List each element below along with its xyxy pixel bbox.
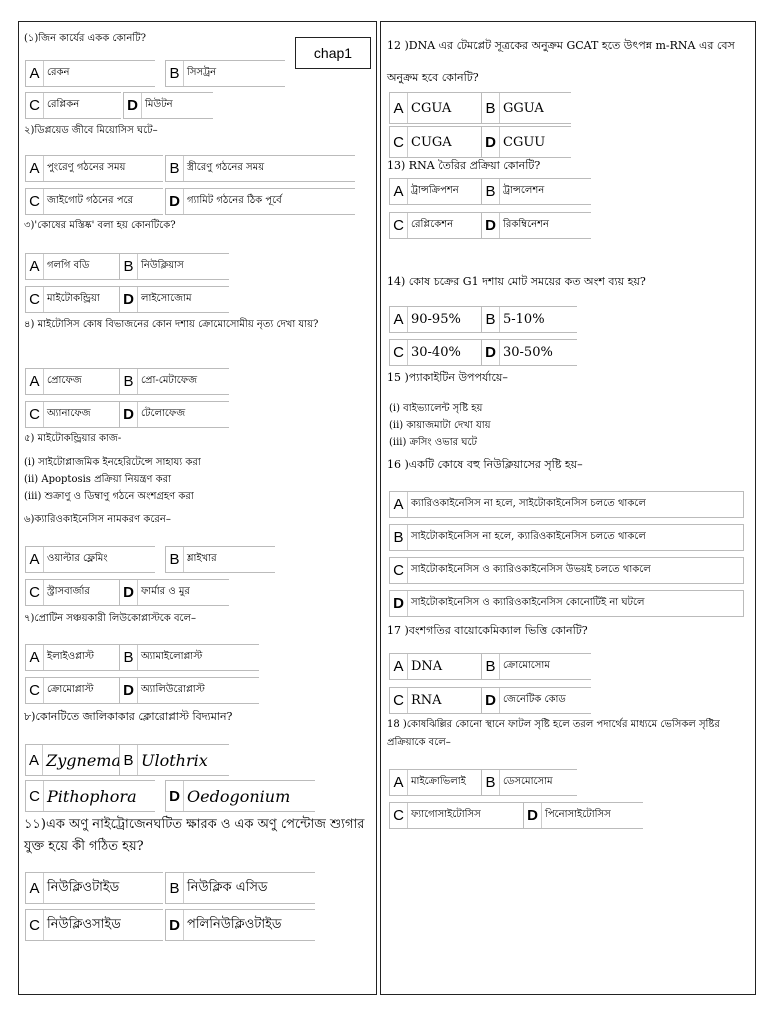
q16-option-c[interactable]: C সাইটোকাইনেসিস ও ক্যারিওকাইনেসিস উভয়ই চলতে থাকলে bbox=[389, 557, 744, 584]
q11-option-c[interactable]: C নিউক্লিওসাইড bbox=[25, 909, 163, 941]
q4-option-d[interactable]: D টেলোফেজ bbox=[119, 401, 229, 428]
q14-option-a[interactable]: A 90-95% bbox=[389, 306, 485, 333]
q7-option-a[interactable]: A ইলাইওপ্লাস্ট bbox=[25, 644, 121, 671]
question-15: 15 )প্যাকাইটিন উপপর্যায়ে– bbox=[387, 371, 508, 384]
question-5: ৫) মাইটোকন্ড্রিয়ার কাজ- bbox=[24, 433, 122, 444]
q8-option-c[interactable]: C Pithophora bbox=[25, 780, 155, 812]
q12-option-c[interactable]: C CUGA bbox=[389, 126, 485, 158]
q7-option-c[interactable]: C ক্রোমোপ্লাস্ট bbox=[25, 677, 121, 704]
q16-option-a[interactable]: A ক্যারিওকাইনেসিস না হলে, সাইটোকাইনেসিস চলতে থাকলে bbox=[389, 491, 744, 518]
q3-option-a[interactable]: A গলগি বডি bbox=[25, 253, 121, 280]
q4-option-b[interactable]: B প্রো-মেটাফেজ bbox=[119, 368, 229, 395]
q12-option-a[interactable]: A CGUA bbox=[389, 92, 485, 124]
question-13: 13) RNA তৈরির প্রক্রিয়া কোনটি? bbox=[387, 159, 541, 172]
q17-option-a[interactable]: A DNA bbox=[389, 653, 485, 680]
q6-option-d[interactable]: D ফার্মার ও মুর bbox=[119, 579, 229, 606]
q16-option-d[interactable]: D সাইটোকাইনেসিস ও ক্যারিওকাইনেসিস কোনোটিই না ঘটলে bbox=[389, 590, 744, 617]
question-1: (১)জিন কার্যের একক কোনটি? bbox=[24, 33, 146, 44]
q14-option-d[interactable]: D 30-50% bbox=[481, 339, 577, 366]
q3-option-d[interactable]: D লাইসোজোম bbox=[119, 286, 229, 313]
q4-option-c[interactable]: C অ্যানাফেজ bbox=[25, 401, 121, 428]
q16-option-b[interactable]: B সাইটোকাইনেসিস না হলে, ক্যারিওকাইনেসিস চলতে থাকলে bbox=[389, 524, 744, 551]
q7-option-d[interactable]: D অ্যালিউরোপ্লাস্ট bbox=[119, 677, 259, 704]
q11-option-a[interactable]: A নিউক্লিওটাইড bbox=[25, 872, 163, 904]
q15-statement-2: (ii) কায়াজমাটা দেখা যায় bbox=[389, 420, 491, 431]
q13-option-a[interactable]: A ট্রান্সক্রিপশন bbox=[389, 178, 485, 205]
q6-option-c[interactable]: C স্ট্রাসবার্জার bbox=[25, 579, 121, 606]
q6-option-b[interactable]: B শ্লাইখার bbox=[165, 546, 275, 573]
q1-option-d[interactable]: D মিউটন bbox=[123, 92, 213, 119]
q5-statement-2: (ii) Apoptosis প্রক্রিয়া নিয়ন্ত্রণ করা bbox=[24, 474, 172, 485]
q11-option-b[interactable]: B নিউক্লিক এসিড bbox=[165, 872, 315, 904]
q18-option-d[interactable]: D পিনোসাইটোসিস bbox=[523, 802, 643, 829]
q15-statement-3: (iii) ক্রসিং ওভার ঘটে bbox=[389, 437, 477, 448]
q4-option-a[interactable]: A প্রোফেজ bbox=[25, 368, 121, 395]
question-12: 12 )DNA এর টেমপ্লেট সূত্রকের অনুক্রম GCAT হতে উৎপন্ন m-RNA এর বেস অনুক্রম হবে কোনটি? bbox=[387, 39, 735, 84]
q2-option-b[interactable]: B স্ত্রীরেণু গঠনের সময় bbox=[165, 155, 355, 182]
q11-option-d[interactable]: D পলিনিউক্লিওটাইড bbox=[165, 909, 315, 941]
chapter-label: chap1 bbox=[295, 37, 371, 69]
q5-statement-3: (iii) শুক্রাণু ও ডিম্বাণু গঠনে অংশগ্রহণ করা bbox=[24, 491, 194, 502]
q18-option-a[interactable]: A মাইক্রোভিলাই bbox=[389, 769, 485, 796]
q3-option-b[interactable]: B নিউক্লিয়াস bbox=[119, 253, 229, 280]
question-18: 18 )কোষঝিল্লির কোনো স্থানে ফাটল সৃষ্টি হলে তরল পদার্থের মাধ্যমে ভেসিকল সৃষ্টির প্রক্রিয়াকে বলে– bbox=[387, 719, 720, 748]
q2-option-a[interactable]: A পুংরেণু গঠনের সময় bbox=[25, 155, 163, 182]
q12-option-d[interactable]: D CGUU bbox=[481, 126, 571, 158]
q18-option-c[interactable]: C ফ্যাগোসাইটোসিস bbox=[389, 802, 527, 829]
q13-option-c[interactable]: C রেপ্লিকেশন bbox=[389, 212, 485, 239]
q15-statement-1: (i) বাইভ্যালেন্ট সৃষ্টি হয় bbox=[389, 403, 483, 414]
q14-option-c[interactable]: C 30-40% bbox=[389, 339, 485, 366]
q8-option-d[interactable]: D Oedogonium bbox=[165, 780, 315, 812]
q5-statement-1: (i) সাইটোপ্লাজমিক ইনহেরিটেন্সে সাহায্য করা bbox=[24, 457, 201, 468]
q7-option-b[interactable]: B অ্যামাইলোপ্লাস্ট bbox=[119, 644, 259, 671]
question-14: 14) কোষ চক্রের G1 দশায় মোট সময়ের কত অংশ ব্যয় হয়? bbox=[387, 275, 646, 288]
q6-option-a[interactable]: A ওয়াল্টার ফ্লেমিং bbox=[25, 546, 155, 573]
left-column bbox=[18, 21, 377, 995]
question-11: ১১)এক অণু নাইট্রোজেনঘটিত ক্ষারক ও এক অণু পেন্টোজ শ্যুগার যুক্ত হয়ে কী গঠিত হয়? bbox=[24, 817, 365, 854]
question-6: ৬)ক্যারিওকাইনেসিস নামকরণ করেন– bbox=[24, 514, 171, 525]
question-2: ২)ডিপ্লয়েড জীবে মিয়োসিস ঘটে– bbox=[24, 125, 158, 136]
question-7: ৭)প্রোটিন সঞ্চয়কারী লিউকোপ্লাস্টকে বলে– bbox=[24, 613, 196, 624]
q1-option-a[interactable]: A রেকন bbox=[25, 60, 155, 87]
q17-option-c[interactable]: C RNA bbox=[389, 687, 485, 714]
q12-option-b[interactable]: B GGUA bbox=[481, 92, 571, 124]
q13-option-b[interactable]: B ট্রান্সলেশন bbox=[481, 178, 591, 205]
q18-option-b[interactable]: B ডেসমোসোম bbox=[481, 769, 577, 796]
question-4: ৪) মাইটোসিস কোষ বিভাজনের কোন দশায় ক্রোমোসোমীয় নৃত্য দেখা যায়? bbox=[24, 319, 319, 330]
q2-option-c[interactable]: C জাইগোট গঠনের পরে bbox=[25, 188, 163, 215]
q1-option-c[interactable]: C রেপ্লিকন bbox=[25, 92, 121, 119]
q14-option-b[interactable]: B 5-10% bbox=[481, 306, 577, 333]
q2-option-d[interactable]: D গ্যামিট গঠনের ঠিক পূর্বে bbox=[165, 188, 355, 215]
q1-option-b[interactable]: B সিসট্রন bbox=[165, 60, 285, 87]
q3-option-c[interactable]: C মাইটোকন্ড্রিয়া bbox=[25, 286, 121, 313]
right-column bbox=[380, 21, 756, 995]
q8-option-b[interactable]: B Ulothrix bbox=[119, 744, 229, 776]
q17-option-b[interactable]: B ক্রোমোসোম bbox=[481, 653, 591, 680]
question-16: 16 )একটি কোষে বহু নিউক্লিয়াসের সৃষ্টি হয়– bbox=[387, 458, 583, 471]
question-3: ৩)'কোষের মস্তিষ্ক' বলা হয় কোনটিকে? bbox=[24, 220, 176, 231]
question-8: ৮)কোনটিতে জালিকাকার ক্লোরোপ্লাস্ট বিদ্যমান? bbox=[24, 710, 233, 723]
q13-option-d[interactable]: D রিকম্বিনেশন bbox=[481, 212, 591, 239]
question-17: 17 )বংশগতির বায়োকেমিক্যাল ভিত্তি কোনটি? bbox=[387, 624, 588, 637]
q17-option-d[interactable]: D জেনেটিক কোড bbox=[481, 687, 591, 714]
q8-option-a[interactable]: A Zygnema bbox=[25, 744, 121, 776]
